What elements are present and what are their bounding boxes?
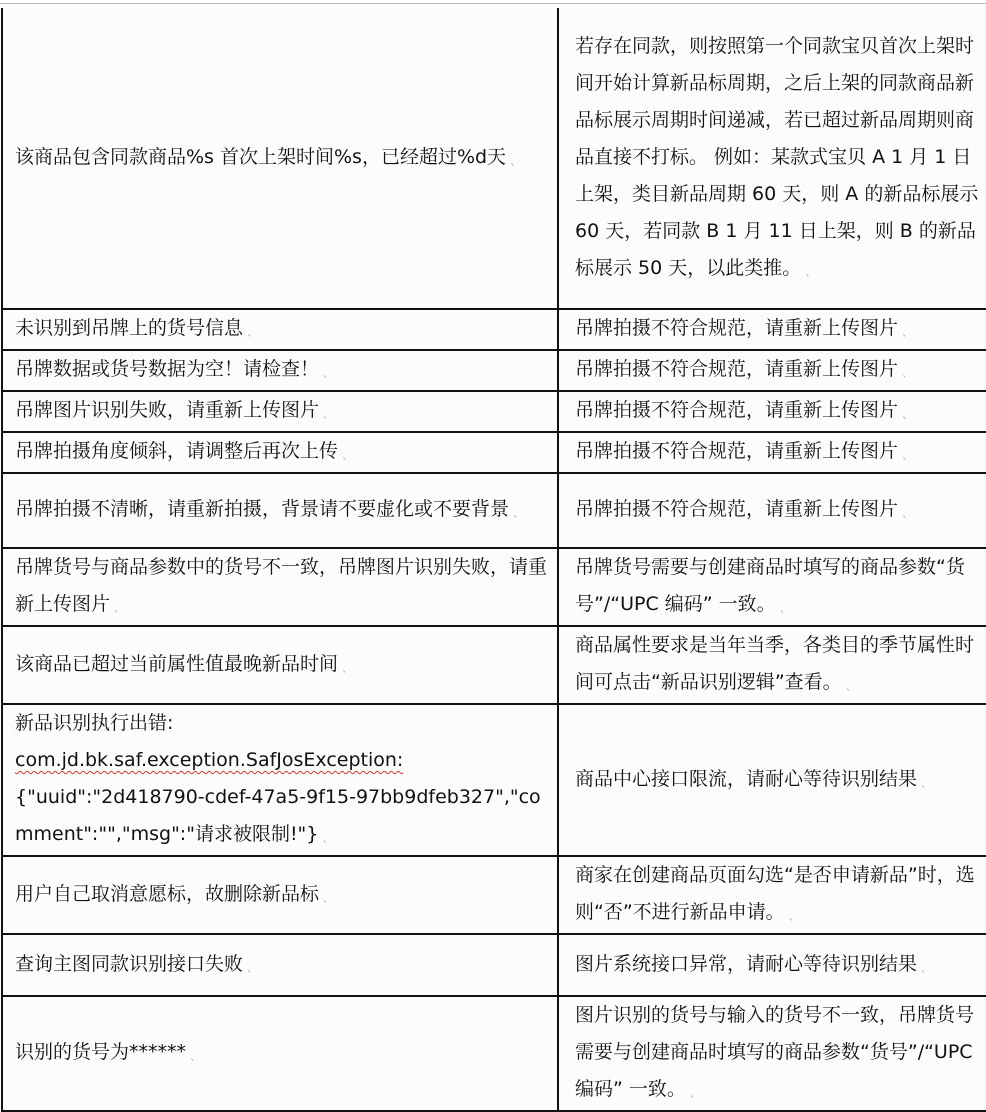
solution-text: 图片识别的货号与输入的货号不一致，吊牌货号需要与创建商品时填写的商品参数“货号”/“UPC 编码” 一致。 xyxy=(575,1004,975,1100)
error-text: 该商品已超过当前属性值最晚新品时间 xyxy=(15,652,339,675)
table-row xyxy=(2,432,986,473)
table-row xyxy=(2,350,986,391)
paragraph-mark-icon: ˎ xyxy=(902,324,908,337)
error-cell xyxy=(2,432,558,473)
paragraph-mark-icon: ˎ xyxy=(902,447,908,460)
solution-cell xyxy=(558,934,986,996)
solution-text: 商家在创建商品页面勾选“是否申请新品”时，选则“否”不进行新品申请。 xyxy=(575,864,975,923)
error-text: 识别的货号为****** xyxy=(15,1041,187,1063)
error-solution-table xyxy=(1,8,986,1112)
solution-cell xyxy=(558,391,986,432)
solution-cell xyxy=(558,350,986,391)
solution-text: 若存在同款，则按照第一个同款宝贝首次上架时间开始计算新品标周期，之后上架的同款商品新品标展示周期时间递减，若已超过新品周期则商品直接不打标。 例如：某款式宝贝 A 1 月 1 日上架，类目新品周期 60 天，则 A 的新品标展示 60 天，若同款 B 1 月 11 日上架，则 B 的新品标展示 50 天，以此类推。 xyxy=(575,34,979,279)
table-row xyxy=(2,473,986,548)
paragraph-mark-icon: ˎ xyxy=(510,152,516,166)
paragraph-mark-icon: ˎ xyxy=(788,908,795,921)
error-text: 该商品包含同款商品%s 首次上架时间%s，已经超过%d天 xyxy=(15,145,507,168)
paragraph-mark-icon: ˎ xyxy=(342,447,348,460)
solution-text: 吊牌拍摄不符合规范，请重新上传图片 xyxy=(575,317,899,339)
error-text: 吊牌货号与商品参数中的货号不一致，吊牌图片识别失败，请重新上传图片 xyxy=(15,556,548,615)
error-cell xyxy=(2,626,558,704)
solution-cell xyxy=(558,704,986,856)
error-cell xyxy=(2,350,558,391)
error-cell xyxy=(2,391,558,432)
paragraph-mark-icon: ˎ xyxy=(322,830,328,843)
solution-cell xyxy=(558,548,986,626)
paragraph-mark-icon: ˎ xyxy=(247,324,253,337)
error-text: 未识别到吊牌上的货号信息 xyxy=(15,317,244,339)
paragraph-mark-icon: ˎ xyxy=(190,1048,196,1061)
error-text: 吊牌拍摄不清晰，请重新拍摄，背景请不要虚化或不要背景 xyxy=(15,498,510,520)
table-row xyxy=(2,8,986,309)
paragraph-mark-icon: ˎ xyxy=(779,600,786,613)
error-text: 吊牌数据或货号数据为空！请检查！ xyxy=(15,358,320,380)
error-text: 用户自己取消意愿标，故删除新品标 xyxy=(15,882,320,905)
error-text: 吊牌图片识别失败，请重新上传图片 xyxy=(15,399,320,421)
error-cell xyxy=(2,473,558,548)
error-cell xyxy=(2,934,558,996)
solution-text: 吊牌拍摄不符合规范，请重新上传图片 xyxy=(575,358,899,380)
paragraph-mark-icon: ˎ xyxy=(342,659,348,673)
table-row xyxy=(2,934,986,996)
paragraph-mark-icon: ˎ xyxy=(323,365,329,378)
error-cell xyxy=(2,856,558,934)
error-text: 吊牌拍摄角度倾斜，请调整后再次上传 xyxy=(15,440,339,462)
solution-text: 图片系统接口异常，请耐心等待识别结果 xyxy=(575,952,918,975)
solution-text: 吊牌拍摄不符合规范，请重新上传图片 xyxy=(575,498,899,520)
paragraph-mark-icon: ˎ xyxy=(689,1085,696,1098)
error-title: 新品识别执行出错: xyxy=(15,712,174,734)
error-text: 查询主图同款识别接口失败 xyxy=(15,952,244,975)
paragraph-mark-icon: ˎ xyxy=(845,678,852,691)
error-cell xyxy=(2,704,558,856)
error-exception-class: com.jd.bk.saf.exception.SafJosException: xyxy=(15,749,404,771)
paragraph-mark-icon: ˎ xyxy=(902,505,908,518)
error-cell xyxy=(2,8,558,309)
solution-text: 吊牌拍摄不符合规范，请重新上传图片 xyxy=(575,399,899,421)
paragraph-mark-icon: ˎ xyxy=(921,774,927,788)
solution-cell xyxy=(558,626,986,704)
solution-cell xyxy=(558,432,986,473)
error-cell xyxy=(2,548,558,626)
table-row xyxy=(2,856,986,934)
table-row xyxy=(2,309,986,350)
solution-text: 吊牌货号需要与创建商品时填写的商品参数“货号”/“UPC 编码” 一致。 xyxy=(575,556,965,615)
table-row xyxy=(2,391,986,432)
solution-text: 商品属性要求是当年当季，各类目的季节属性时间可点击“新品识别逻辑”查看。 xyxy=(575,634,975,693)
table-row xyxy=(2,626,986,704)
top-rule xyxy=(0,3,986,4)
solution-cell xyxy=(558,856,986,934)
paragraph-mark-icon: ˎ xyxy=(323,406,329,419)
solution-text: 吊牌拍摄不符合规范，请重新上传图片 xyxy=(575,440,899,462)
paragraph-mark-icon: ˎ xyxy=(902,406,908,419)
solution-cell xyxy=(558,309,986,350)
solution-cell xyxy=(558,473,986,548)
paragraph-mark-icon: ˎ xyxy=(247,959,253,973)
table-row xyxy=(2,704,986,856)
paragraph-mark-icon: ˎ xyxy=(921,959,927,973)
paragraph-mark-icon: ˎ xyxy=(114,600,120,613)
paragraph-mark-icon: ˎ xyxy=(323,889,329,903)
solution-cell xyxy=(558,8,986,309)
paragraph-mark-icon: ˎ xyxy=(902,365,908,378)
table-row xyxy=(2,548,986,626)
solution-text: 商品中心接口限流，请耐心等待识别结果 xyxy=(575,767,918,790)
error-json: {"uuid":"2d418790-cdef-47a5-9f15-97bb9dfeb327","comment":"","msg":"请求被限制!"} xyxy=(15,786,541,845)
error-cell xyxy=(2,309,558,350)
paragraph-mark-icon: ˎ xyxy=(805,263,811,277)
paragraph-mark-icon: ˎ xyxy=(513,505,519,518)
